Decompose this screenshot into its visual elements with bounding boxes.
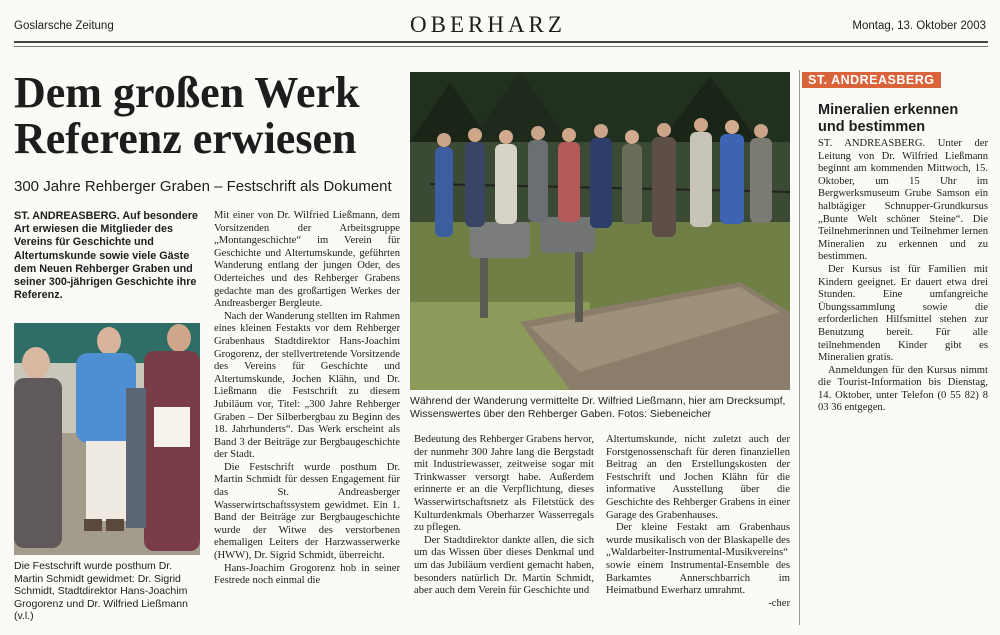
ceremony-photo <box>14 323 200 555</box>
photo-left-caption: Die Festschrift wurde posthum Dr. Martin Schmidt gewidmet: Dr. Sigrid Schmidt, Stadtdirektor Hans-Joachim Grogorenz und Dr. Wilfried Ließmann (v.l.) <box>14 560 188 622</box>
paragraph: Der Stadtdirektor dankte allen, die sich um das Wissen über dieses Denkmal und um das Jubiläum verdient gemacht haben, besonders natürlich Dr. Martin Schmidt, aber auch dem Verein für Geschichte und <box>414 534 594 597</box>
newspaper-name: Goslarsche Zeitung <box>14 20 114 32</box>
sidebar-headline: Mineralien erkennen und bestimmen <box>818 102 959 135</box>
sidebar-text <box>818 138 988 415</box>
article-subhead: 300 Jahre Rehberger Graben – Festschrift als Dokument <box>14 178 392 195</box>
hike-photo-image <box>410 72 790 390</box>
article-lead: ST. ANDREASBERG. Auf besondere Art erwiesen die Mitglieder des Vereins für Geschichte und Altertumskunde sowie viele Gäste dem Neuen Rehberger Graben und seiner 300-jährigen Geschichte ihre Referenz. <box>14 210 198 302</box>
hike-photo <box>410 72 790 390</box>
paragraph: Der kleine Festakt am Grabenhaus wurde musikalisch von der Blaskapelle des „Waldarbeiter-Instrumental-Musikvereins“ sowie einem Instrumental-Ensemble des Barkamtes Annerschbarrich im Heimatbund Ewerharz umrahmt. <box>606 522 790 597</box>
paragraph: ST. ANDREASBERG. Unter der Leitung von Dr. Wilfried Ließmann beginnt am kommenden Mittwoch, 15. Oktober, um 15 Uhr im Bergwerksmuseum Grube Samson ein halbtägiger Schnupper-Grundkursus „Bunte Welt schöner Steine“. Die Teilnehmerinnen und Teilnehmer lernen Mineralien zu erkennen und zu bestimmen. <box>818 138 988 263</box>
paragraph: Die Festschrift wurde posthum Dr. Martin Schmidt für dessen Engagement für das St. Andreasberger Wasserwirtschaftssystem gewidmet. Ein 1. Band der Beiträge zur Bergbaugeschichte wurde der Witwe des verstorbenen ehemaligen Leiters der Harzwasserwerke (HWW), Dr. Sigrid Schmidt, überreicht. <box>214 461 400 562</box>
ceremony-photo-image <box>14 323 200 555</box>
article-column-3 <box>414 434 594 598</box>
article-column-2 <box>214 210 400 588</box>
issue-date: Montag, 13. Oktober 2003 <box>852 20 986 32</box>
paragraph: Altertumskunde, nicht zuletzt auch der Forstgenossenschaft für deren finanziellen Beitrag an den Erstellungskosten der Festschrift und Jochen Klähn für die informative Ausstellung über die Geschichte des Rehberger Grabens in einer Garage des Grabenhauses. <box>606 434 790 521</box>
paragraph: Mit einer von Dr. Wilfried Ließmann, dem Vorsitzenden der Arbeitsgruppe „Montangeschichte“ im Verein für Geschichte und Altertumskunde, geführten Wanderung entlang der jungen Oder, des Oderteiches und des Rehberger Grabens gedachte man des großartigen Werkes der Andreasberger Bergleute. <box>214 210 400 310</box>
paragraph: Hans-Joachim Grogorenz hob in seiner Festrede noch einmal die <box>214 562 400 587</box>
photo-main-caption: Während der Wanderung vermittelte Dr. Wilfried Ließmann, hier am Drecksumpf, Wissenswertes über den Rehberger Gaben. Fotos: Siebeneicher <box>410 395 786 420</box>
column-divider <box>799 70 800 625</box>
paragraph: Bedeutung des Rehberger Grabens hervor, der nunmehr 300 Jahre lang die Bergstadt mit Industriewasser, zeitweise sogar mit Trinkwasser versorgt habe. Außerdem erinnerte er an die Verpflichtung, dieses Wasserwirtschaftsnetz als Filetstück des Kulturdenkmals Oberharzer Wasserregals zu pflegen. <box>414 434 594 534</box>
paragraph: Anmeldungen für den Kursus nimmt die Tourist-Information bis Dienstag, 14. Oktober, unter Telefon (0 55 82) 8 03 36 entgegen. <box>818 364 988 414</box>
author-signature: -cher <box>768 597 790 609</box>
sidebar-location-label: ST. ANDREASBERG <box>802 72 941 88</box>
header-rule <box>14 41 988 43</box>
article-column-4 <box>606 434 790 610</box>
article-headline: Dem großen Werk Referenz erwiesen <box>14 68 360 163</box>
section-title: OBERHARZ <box>410 12 566 37</box>
header-rule-thin <box>14 46 988 47</box>
paragraph: Nach der Wanderung stellten im Rahmen eines kleinen Festakts vor dem Rehberger Grabenhaus Stadtdirektor Hans-Joachim Grogorenz, der stellvertretende Vorsitzende des Vereins für Geschichte und Altertumskunde, Jochen Klähn, und Dr. Ließmann die Festschrift zu diesem Jubiläum vor, Titel: „300 Jahre Rehberger Graben – Der Silberbergbau zu Beginn des 18. Jahrhunderts“. Das Werk erscheint als Band 3 der Beiträge zur Bergbaugeschichte der Stadt. <box>214 310 400 461</box>
paragraph: Der Kursus ist für Familien mit Kindern geeignet. Er dauert etwa drei Stunden. Eine umfangreiche Übungssammlung sowie die erforderlichen Hilfsmittel stehen zur Benutzung bereit. Für alle teilnehmenden Kinder gibt es Mineralien gratis. <box>818 263 988 364</box>
